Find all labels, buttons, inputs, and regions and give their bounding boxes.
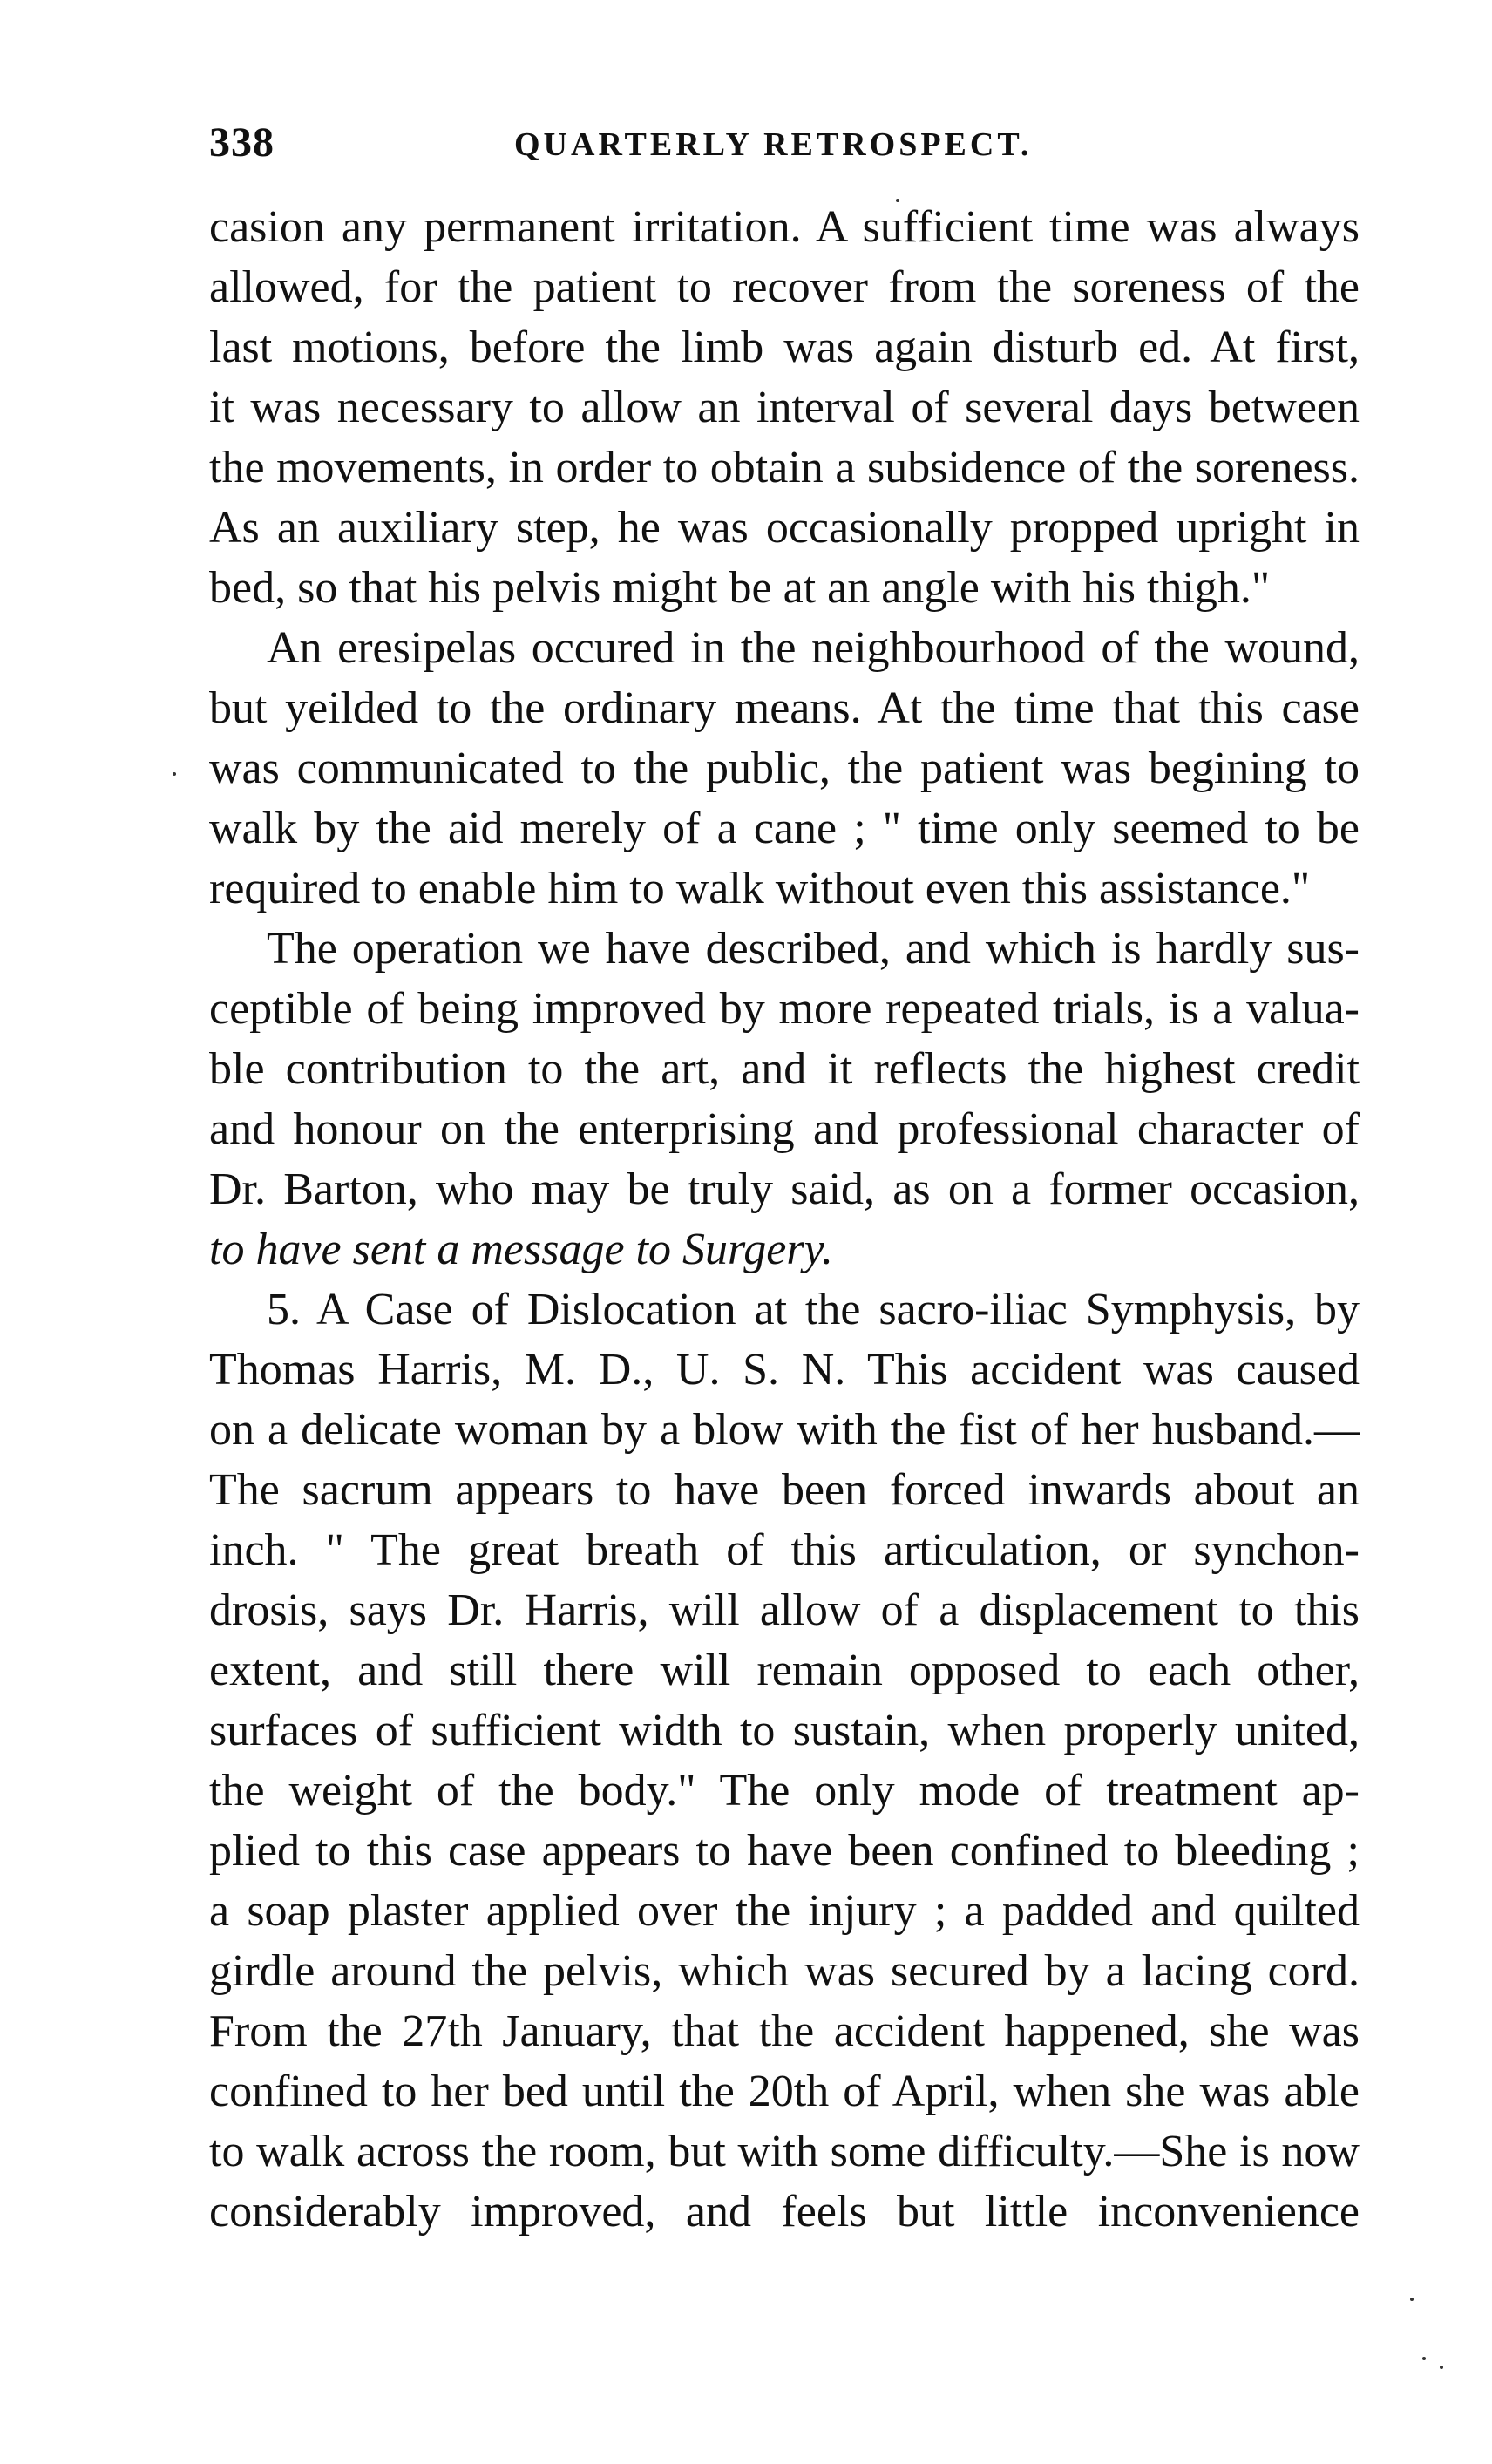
text-line: plied to this case appears to have been confined to bleeding ; — [209, 1826, 1360, 1876]
text-line: the movements, in order to obtain a subsidence of the soreness. — [209, 443, 1360, 492]
text-line: a soap plaster applied over the injury ; a padded and quilted — [209, 1886, 1360, 1936]
section-heading-line: 5. A Case of Dislocation at the sacro-iliac Symphysis, by — [267, 1285, 1360, 1334]
page-header — [209, 119, 1360, 171]
text-line: last motions, before the limb was again disturb ed. At first, — [209, 322, 1360, 372]
text-line: but yeilded to the ordinary means. At the time that this case — [209, 683, 1360, 733]
text-line: required to enable him to walk without even this assistance." — [209, 864, 1311, 913]
text-line: As an auxiliary step, he was occasionally propped upright in — [209, 503, 1360, 553]
paragraph-start-line: The operation we have described, and which is hardly sus- — [267, 924, 1360, 974]
running-title: QUARTERLY RETROSPECT. — [514, 126, 1033, 163]
text-line: the weight of the body." The only mode of treatment ap- — [209, 1766, 1360, 1816]
text-line: to walk across the room, but with some difficulty.—She is now — [209, 2127, 1360, 2176]
text-line: confined to her bed until the 20th of April, when she was able — [209, 2067, 1360, 2116]
text-line: on a delicate woman by a blow with the fist of her husband.— — [209, 1405, 1360, 1455]
text-line: inch. " The great breath of this articulation, or synchon- — [209, 1525, 1360, 1575]
text-line: Thomas Harris, M. D., U. S. N. This accident was caused — [209, 1345, 1360, 1395]
text-line: bed, so that his pelvis might be at an angle with his thigh." — [209, 563, 1271, 613]
italic-text-line: to have sent a message to Surgery. — [209, 1225, 833, 1274]
print-speck — [1410, 2298, 1414, 2301]
text-line: ceptible of being improved by more repeated trials, is a valua- — [209, 984, 1360, 1034]
text-line: considerably improved, and feels but little inconvenience — [209, 2187, 1360, 2237]
print-speck — [1440, 2366, 1443, 2369]
print-speck — [1422, 2357, 1426, 2360]
text-line: it was necessary to allow an interval of several days between — [209, 383, 1360, 432]
print-speck — [173, 772, 176, 776]
text-line: was communicated to the public, the patient was begining to — [209, 743, 1360, 793]
page-number: 338 — [209, 119, 275, 166]
text-line: and honour on the enterprising and professional character of — [209, 1104, 1360, 1154]
text-line: From the 27th January, that the accident happened, she was — [209, 2006, 1360, 2056]
text-line: allowed, for the patient to recover from the soreness of the — [209, 262, 1360, 312]
text-line: girdle around the pelvis, which was secured by a lacing cord. — [209, 1946, 1360, 1996]
paragraph-start-line: An eresipelas occured in the neighbourhood of the wound, — [267, 623, 1360, 673]
text-line: casion any permanent irritation. A sufficient time was always — [209, 202, 1360, 252]
text-line: drosis, says Dr. Harris, will allow of a displacement to this — [209, 1585, 1360, 1635]
text-line: ble contribution to the art, and it reflects the highest credit — [209, 1044, 1360, 1094]
text-line: walk by the aid merely of a cane ; " time only seemed to be — [209, 804, 1360, 853]
text-line: extent, and still there will remain opposed to each other, — [209, 1646, 1360, 1695]
text-line: Dr. Barton, who may be truly said, as on a former occasion, — [209, 1164, 1360, 1214]
text-line: surfaces of sufficient width to sustain, when properly united, — [209, 1706, 1360, 1755]
body-text — [209, 197, 1360, 2242]
print-speck — [896, 199, 899, 202]
text-line: The sacrum appears to have been forced inwards about an — [209, 1465, 1360, 1515]
